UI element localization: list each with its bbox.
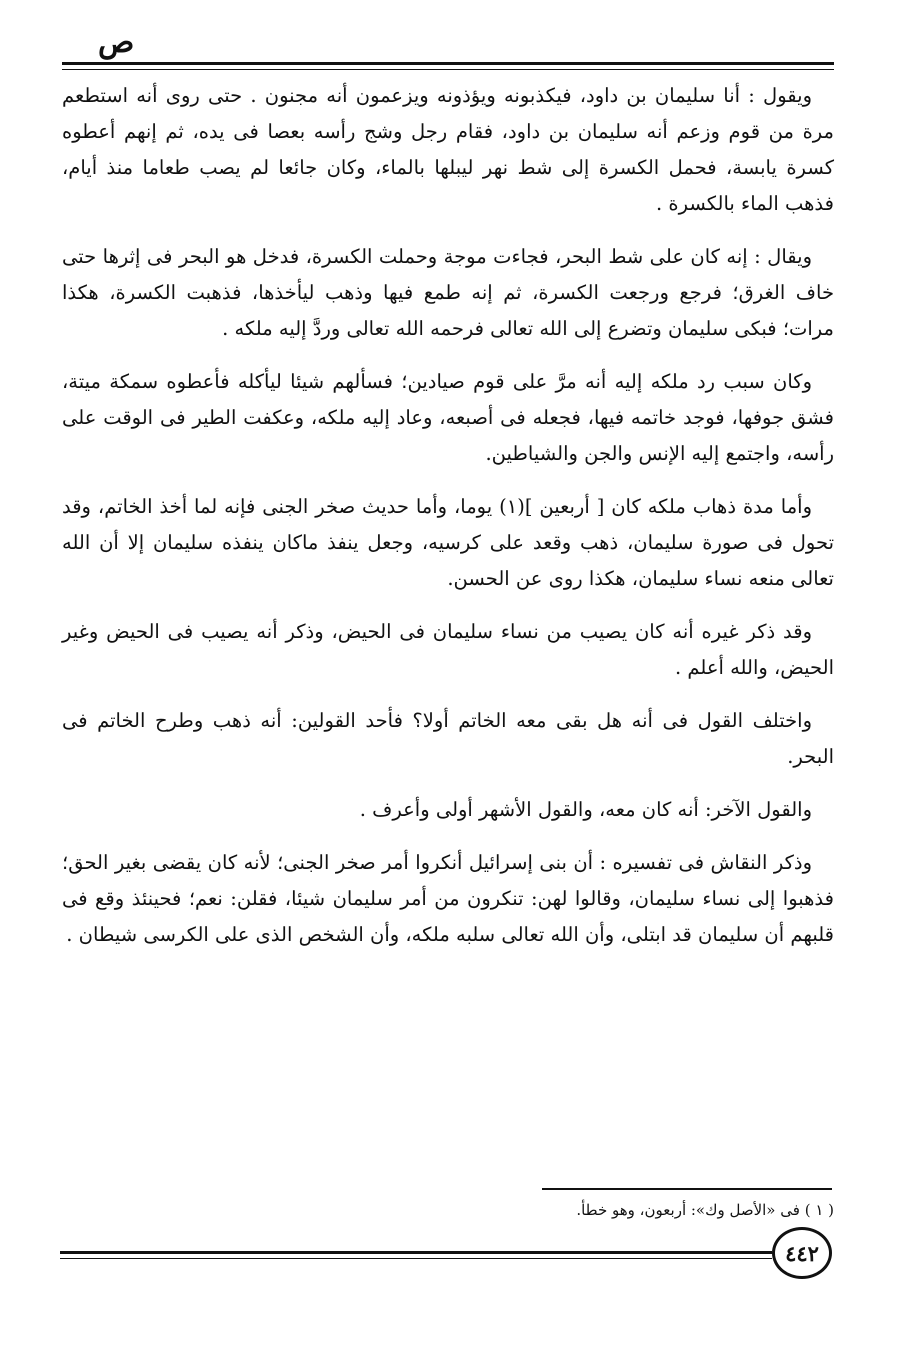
footnote-rule	[542, 1188, 832, 1190]
paragraph-1: ويقول : أنا سليمان بن داود، فيكذبونه ويؤذونه ويزعمون أنه مجنون . حتى روى أنه استطعم مرة من قوم وزعم أنه سليمان بن داود، فقام رجل وشج رأسه بعصا فى يده، ثم إنهم أعطوه كسرة يابسة، فحمل الكسرة إلى شط نهر ليبلها بالماء، وكان جائعا لم يصب طعاما منذ أيام، فذهب الماء بالكسرة .	[62, 84, 834, 215]
footnote: ( ١ ) فى «الأصل وك»: أربعون، وهو خطأ.	[576, 1201, 834, 1219]
paragraph-2: ويقال : إنه كان على شط البحر، فجاءت موجة وحملت الكسرة، فدخل هو البحر فى إثرها حتى خاف الغرق؛ فرجع ورجعت الكسرة، ثم إنه طمع فيها وذهب ليأخذها، فذهبت الكسرة، هكذا مرات؛ فبكى سليمان وتضرع إلى الله تعالى فرحمه الله تعالى وردَّ إليه ملكه .	[62, 245, 834, 340]
header-rule-thin	[62, 69, 834, 70]
page-number: ٤٤٢	[772, 1227, 832, 1279]
paragraph-3: وكان سبب رد ملكه إليه أنه مرَّ على قوم صيادين؛ فسألهم شيئا ليأكله فأعطوه سمكة ميتة، فشق جوفها، فوجد خاتمه فيها، فجعله فى أصبعه، وعاد إليه ملكه، وعكفت الطير فى الوقت على رأسه، واجتمع إليه الإنس والجن والشياطين.	[62, 370, 834, 465]
surah-name: ص	[98, 25, 135, 60]
paragraph-8: وذكر النقاش فى تفسيره : أن بنى إسرائيل أنكروا أمر صخر الجنى؛ لأنه كان يقضى بغير الحق؛ فذهبوا إلى نساء سليمان، وقالوا لهن: تنكرون من أمر سليمان شيئا، فقلن: نعم؛ فحينئذ وقع فى قلبهم أن سليمان قد ابتلى، وأن الله تعالى سلبه ملكه، وأن الشخص الذى على الكرسى شيطان .	[62, 851, 834, 946]
paragraph-7: والقول الآخر: أنه كان معه، والقول الأشهر أولى وأعرف .	[359, 798, 812, 821]
header-rule-thick	[62, 62, 834, 65]
footer-rule-thick	[60, 1251, 772, 1254]
paragraph-4: وأما مدة ذهاب ملكه كان [ أربعين ](١) يوما، وأما حديث صخر الجنى فإنه لما أخذ الخاتم، وقد تحول فى صورة سليمان، ذهب وقعد على كرسيه، وجعل ينفذ ماكان ينفذه سليمان إلا أن الله تعالى منعه نساء سليمان، هكذا روى عن الحسن.	[62, 495, 834, 590]
main-text	[62, 78, 834, 970]
paragraph-5: وقد ذكر غيره أنه كان يصيب من نساء سليمان فى الحيض، وذكر أنه يصيب فى الحيض وغير الحيض، والله أعلم .	[62, 620, 834, 679]
footer-rule-thin	[60, 1258, 772, 1259]
paragraph-6: واختلف القول فى أنه هل بقى معه الخاتم أولا؟ فأحد القولين: أنه ذهب وطرح الخاتم فى البحر.	[62, 709, 834, 768]
